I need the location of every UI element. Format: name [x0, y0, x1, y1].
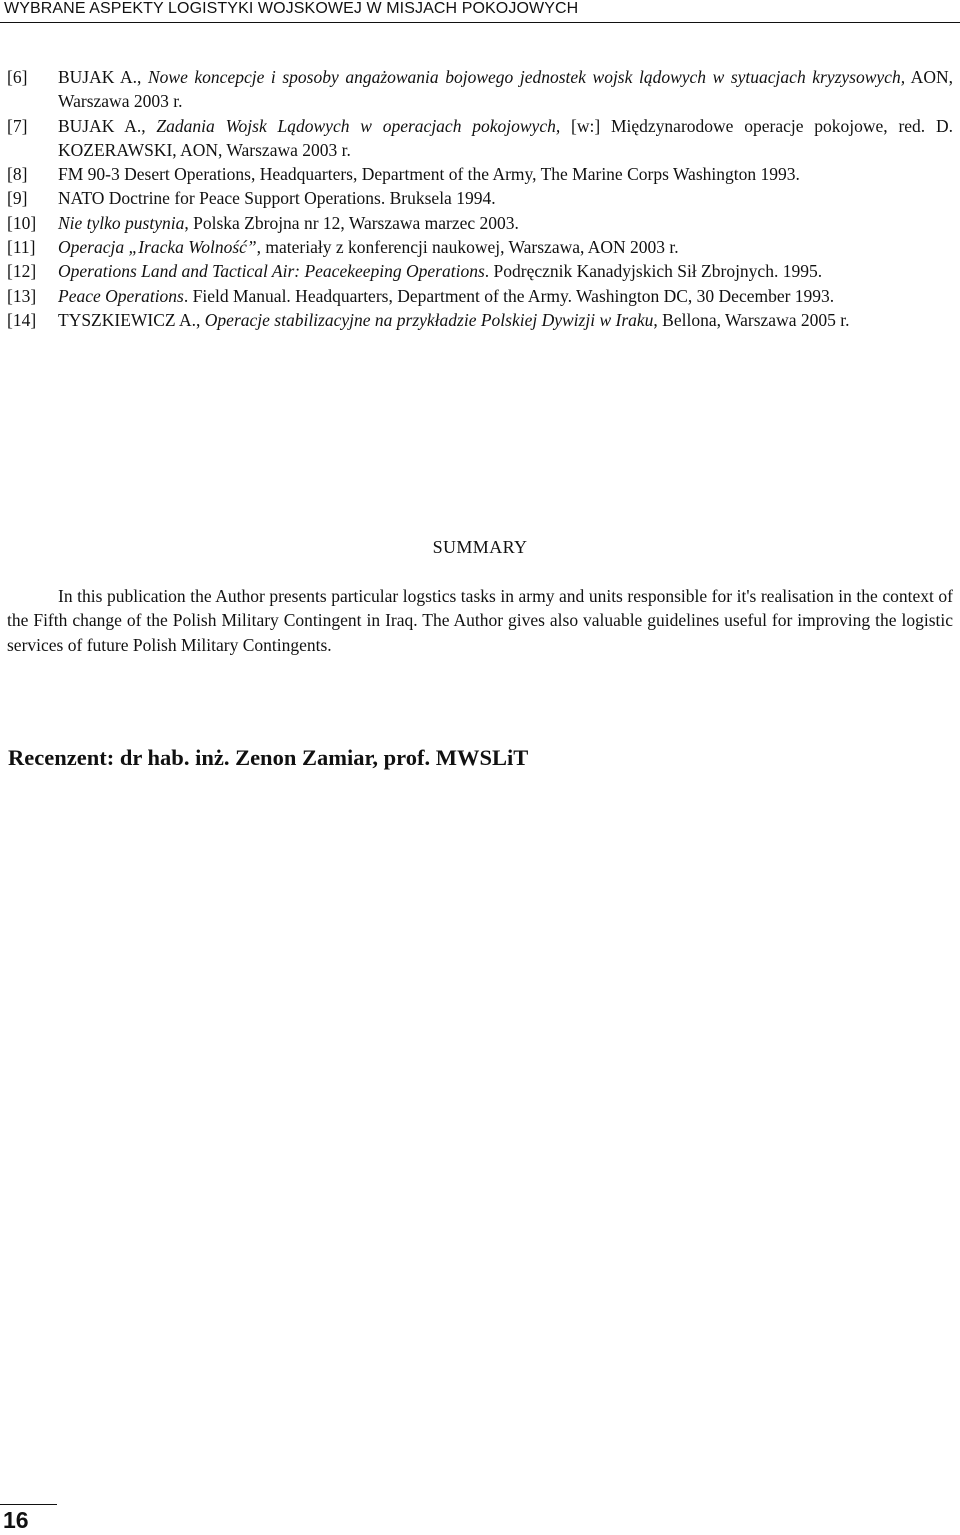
reference-author: BUJAK A., [58, 115, 157, 136]
reference-title: Zadania Wojsk Lądowych w operacjach pokojowych, [156, 115, 561, 136]
running-header [0, 0, 960, 23]
summary-heading: SUMMARY [432, 537, 528, 557]
reference-author: BUJAK A., [58, 67, 148, 87]
reference-details: . Podręcznik Kanadyjskich Sił Zbrojnych. 1995. [484, 261, 823, 282]
reference-details: [w:] Międzynarodowe operacje pokojowe, red. D. KOZERAWSKI, AON, Warszawa 2003 r. [58, 115, 953, 160]
reference-title: Nie tylko pustynia [58, 212, 185, 233]
reference-number: [9] [7, 188, 28, 209]
reference-number: [13] [7, 285, 37, 306]
reference-author: FM 90-3 Desert Operations, Headquarters, Department of the Army, The Marine Corps Washington 1993. [58, 164, 800, 185]
reference-item [7, 162, 953, 186]
reference-item [7, 308, 953, 332]
reference-title: Nowe koncepcje i sposoby angażowania bojowego jednostek wojsk lądowych w sytuacjach kryzysowych, [147, 67, 906, 87]
reference-details: . Field Manual. Headquarters, Department of the Army. Washington DC, 30 December 1993. [183, 285, 835, 306]
reference-number: [10] [7, 212, 37, 233]
reference-details: , materiały z konferencji naukowej, Warszawa, AON 2003 r. [256, 237, 679, 258]
reference-number: [8] [7, 164, 28, 185]
reference-number: [11] [7, 237, 36, 258]
summary-paragraph: In this publication the Author presents particular logstics tasks in army and units responsible for it's realisation in the context of the Fifth change of the Polish Military Contingent in Iraq. The Author gives also valuable guidelines useful for improving the logistic services of future Polish Military Contingents. [7, 586, 953, 655]
reference-item [7, 114, 953, 163]
reference-title: Operations Land and Tactical Air: Peacekeeping Operations [58, 261, 485, 282]
reference-number: [14] [7, 309, 37, 330]
reference-details: AON, Warszawa 2003 r. [58, 67, 953, 112]
reference-number: [12] [7, 261, 37, 282]
reference-author: NATO Doctrine for Peace Support Operations. Bruksela 1994. [58, 188, 496, 209]
reference-title: Operacje stabilizacyjne na przykładzie Polskiej Dywizji w Iraku [204, 309, 654, 330]
footer-rule [0, 1504, 57, 1505]
reference-details: , Polska Zbrojna nr 12, Warszawa marzec 2003. [184, 212, 519, 233]
reference-author: TYSZKIEWICZ A., [58, 309, 205, 330]
reference-item [7, 235, 953, 259]
reference-details: , Bellona, Warszawa 2005 r. [653, 309, 850, 330]
page-number: 16 [3, 1507, 29, 1533]
reference-number: [7] [7, 115, 28, 136]
reference-item [7, 259, 953, 283]
reference-item [7, 211, 953, 235]
reference-list [7, 65, 953, 332]
reference-item [7, 284, 953, 308]
running-title: WYBRANE ASPEKTY LOGISTYKI WOJSKOWEJ W MISJACH POKOJOWYCH [4, 0, 579, 17]
reference-item [7, 186, 953, 210]
reference-number: [6] [7, 67, 28, 87]
reference-title: Peace Operations [58, 285, 184, 306]
reference-item [7, 65, 953, 114]
reviewer-line: Recenzent: dr hab. inż. Zenon Zamiar, prof. MWSLiT [8, 745, 529, 770]
reference-title: Operacja „Iracka Wolność” [58, 237, 257, 258]
